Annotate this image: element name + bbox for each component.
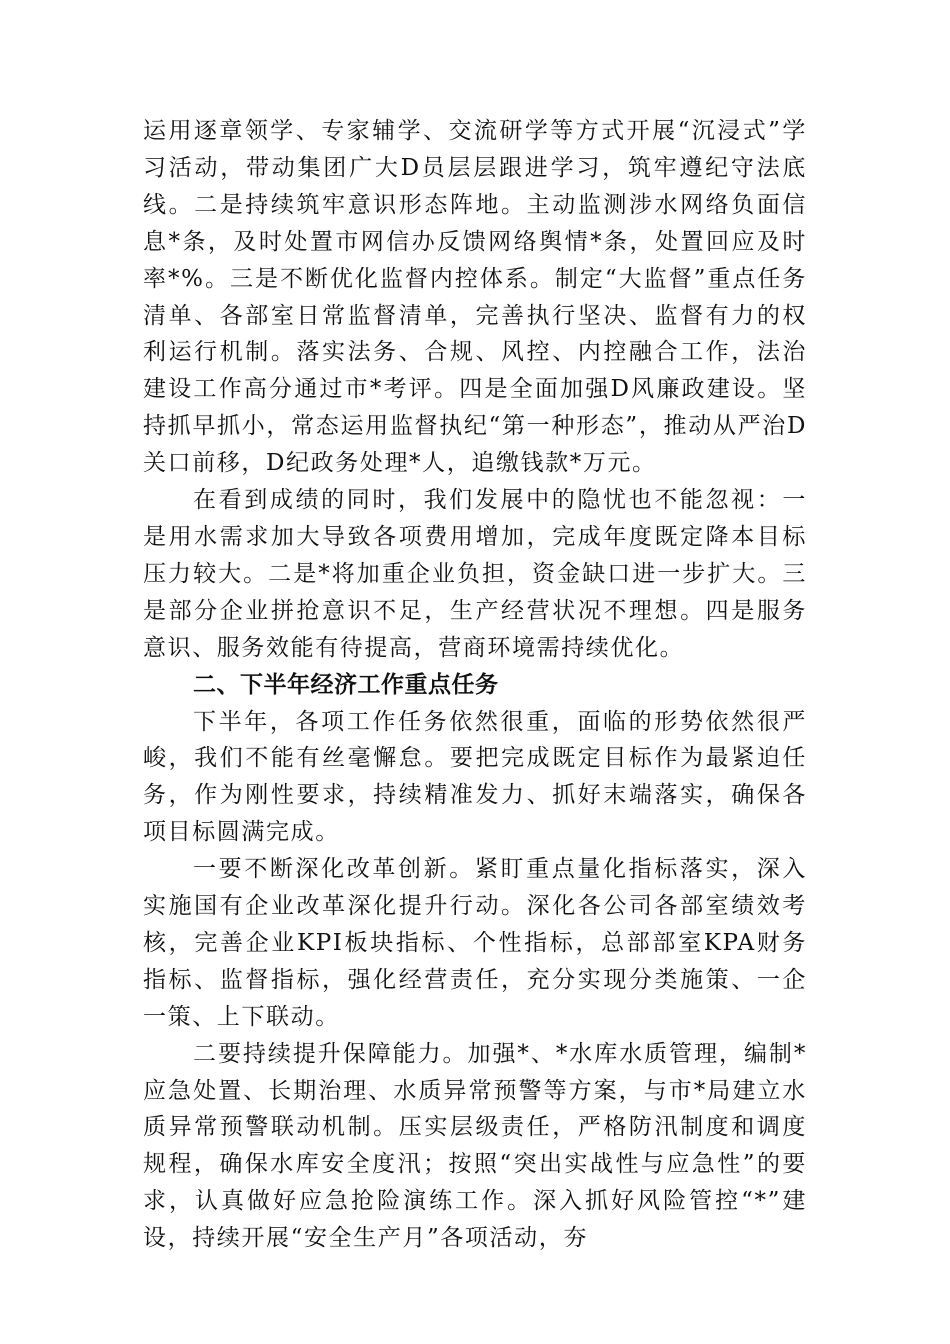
paragraph-security: 二要持续提升保障能力。加强*、*水库水质管理，编制*应急处置、长期治理、水质异常预警等方案，与市*局建立水质异常预警联动机制。压实层级责任，严格防汛制度和调度规程，确保水库安全度汛；按照“突出实战性与应急性”的要求，认真做好应急抢险演练工作。深入抓好风险管控“*”建设，持续开展“安全生产月”各项活动，夯 <box>143 1040 807 1252</box>
paragraph-reform: 一要不断深化改革创新。紧盯重点量化指标落实，深入实施国有企业改革深化提升行动。深化各公司各部室绩效考核，完善企业KPI板块指标、个性指标，总部部室KPA财务指标、监督指标，强化经营责任，充分实现分类施策、一企一策、上下联动。 <box>143 856 807 1030</box>
paragraph-concerns: 在看到成绩的同时，我们发展中的隐忧也不能忽视：一是用水需求加大导致各项费用增加，完成年度既定降本目标压力较大。二是*将加重企业负担，资金缺口进一步扩大。三是部分企业拼抢意识不足，生产经营状况不理想。四是服务意识、服务效能有待提高，营商环境需持续优化。 <box>143 487 807 661</box>
document-body <box>143 113 807 1257</box>
paragraph-supervision: 运用逐章领学、专家辅学、交流研学等方式开展“沉浸式”学习活动，带动集团广大D员层层跟进学习，筑牢遵纪守法底线。二是持续筑牢意识形态阵地。主动监测涉水网络负面信息*条，及时处置市网信办反馈网络舆情*条，处置回应及时率*%。三是不断优化监督内控体系。制定“大监督”重点任务清单、各部室日常监督清单，完善执行坚决、监督有力的权利运行机制。落实法务、合规、风控、内控融合工作，法治建设工作高分通过市*考评。四是全面加强D风廉政建设。坚持抓早抓小，常态运用监督执纪“第一种形态”，推动从严治D关口前移，D纪政务处理*人，追缴钱款*万元。 <box>143 118 807 477</box>
paragraph-second-half-intro: 下半年，各项工作任务依然很重，面临的形势依然很严峻，我们不能有丝毫懈怠。要把完成既定目标作为最紧迫任务，作为刚性要求，持续精准发力、抓好末端落实，确保各项目标圆满完成。 <box>143 708 807 846</box>
section-heading: 二、下半年经济工作重点任务 <box>193 671 499 698</box>
